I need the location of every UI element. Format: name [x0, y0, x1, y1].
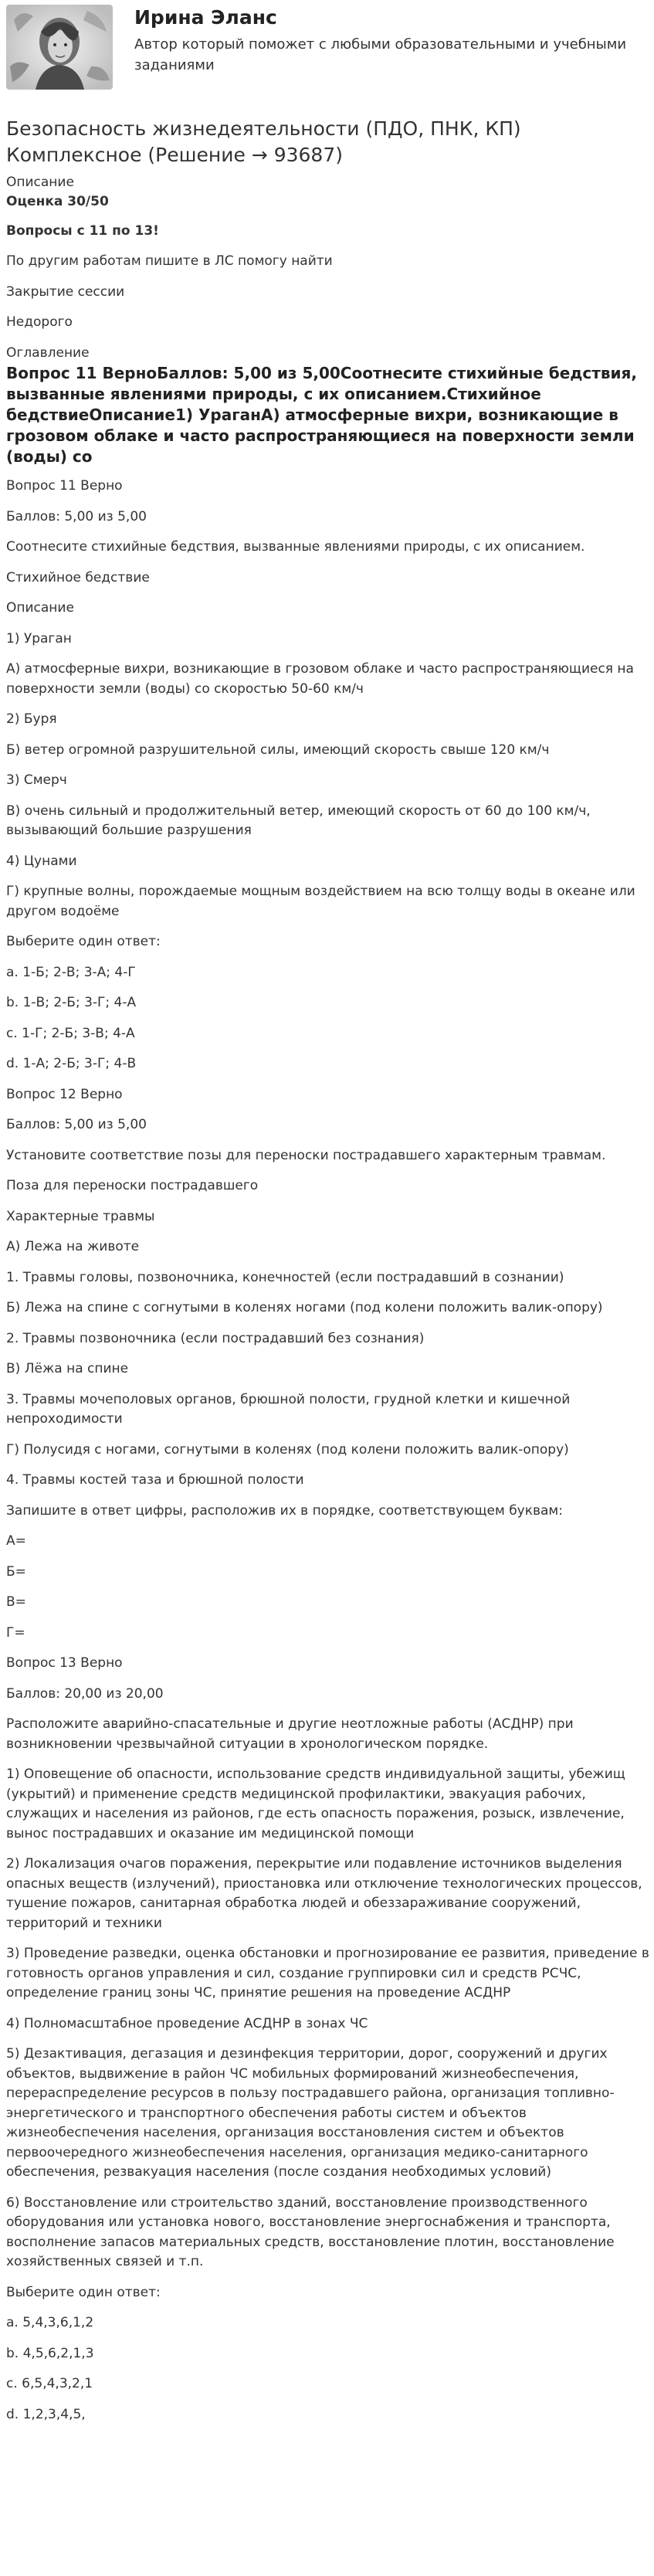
answer-slots: [6, 1532, 649, 1643]
list-item: 2) Буря: [6, 711, 57, 727]
list-item: А) Лежа на животе: [6, 1239, 140, 1254]
question-items: [6, 1237, 649, 1491]
answer-option: b. 1-В; 2-Б; 3-Г; 4-А: [6, 995, 137, 1010]
answer-slot: В=: [6, 1594, 26, 1610]
description-label: Описание: [6, 174, 74, 190]
intro-line: По другим работам пишите в ЛС помогу найти: [6, 253, 333, 269]
author-info: [113, 5, 649, 76]
column-label: Описание: [6, 600, 74, 616]
list-item: 4. Травмы костей таза и брюшной полости: [6, 1472, 304, 1488]
list-item: В) очень сильный и продолжительный ветер, имеющий скорость от 60 до 100 км/ч, вызывающий большие разрушения: [6, 803, 591, 838]
answer-option: c. 1-Г; 2-Б; 3-В; 4-А: [6, 1025, 135, 1041]
answer-option: d. 1,2,3,4,5,: [6, 2406, 86, 2422]
answer-options: [6, 2313, 649, 2425]
answer-slot: Б=: [6, 1563, 26, 1580]
list-item: Г) Полусидя с ногами, согнутыми в коленях (под колени положить валик-опору): [6, 1441, 569, 1458]
list-item: 4) Полномасштабное проведение АСДНР в зонах ЧС: [6, 2015, 368, 2031]
list-item: Б) Лежа на спине с согнутыми в коленях ногами (под колени положить валик-опору): [6, 1300, 603, 1315]
questions-range: Вопросы с 11 по 13!: [6, 222, 159, 239]
list-item: 1) Ураган: [6, 630, 72, 647]
list-item: 5) Дезактивация, дегазация и дезинфекция территории, дорог, сооружений и других объектов, выдвижение в район ЧС мобильных формирований жизнеобеспечения, перераспределение ресурсов в пользу пострадавшего района, организация топливно-энергетического и транспортного обеспечения работы систем и объектов жизнеобеспечения населения, организация восстановления систем и объектов первоочередного жизнеобеспечения населения, организация медико-санитарного обеспечения, резвакуация населения (после создания необходимых условий): [6, 2046, 615, 2180]
list-item: 4) Цунами: [6, 853, 77, 869]
question-13: [6, 1654, 649, 2425]
answer-slot: А=: [6, 1533, 26, 1549]
list-item: 2) Локализация очагов поражения, перекрытие или подавление источников выделения опасных веществ (излучений), приостановка или отключение технологических процессов, тушение пожаров, санитарная обработка людей и обеззараживание сооружений, территорий и техники: [6, 1856, 642, 1931]
answer-instruction: Запишите в ответ цифры, расположив их в порядке, соответствующем буквам:: [6, 1502, 563, 1519]
list-item: 3) Смерч: [6, 772, 67, 788]
question-score: Баллов: 20,00 из 20,00: [6, 1685, 164, 1702]
list-item: 1) Оповещение об опасности, использование средств индивидуальной защиты, убежищ (укрытий) и применение средств медицинской профилактики, эвакуация рабочих, служащих и населения из районов, где есть опасность поражения, розыск, извлечение, вынос пострадавших и оказание им медицинской помощи: [6, 1767, 625, 1841]
intro-line: Недорого: [6, 314, 73, 330]
list-item: 2. Травмы позвоночника (если пострадавший без сознания): [6, 1330, 425, 1346]
choose-label: Выберите один ответ:: [6, 2284, 161, 2300]
question-11: [6, 477, 649, 1074]
column-label: Стихийное бедствие: [6, 569, 150, 585]
list-item: 3) Проведение разведки, оценка обстановки и прогнозирование ее развития, приведение в готовность органов управления и сил, создание группировки сил и средств РСЧС, определение границ зоны ЧС, принятие решения на проведение АСДНР: [6, 1946, 649, 2001]
question-items: [6, 630, 649, 922]
answer-option: a. 1-Б; 2-В; 3-А; 4-Г: [6, 964, 136, 980]
list-item: В) Лёжа на спине: [6, 1361, 129, 1376]
author-name[interactable]: Ирина Эланс: [134, 6, 277, 29]
grade: Оценка 30/50: [6, 194, 109, 209]
author-description: Автор который поможет с любыми образовательными и учебными заданиями: [134, 36, 627, 73]
question-head: Вопрос 12 Верно: [6, 1086, 123, 1102]
question-text: Расположите аварийно-спасательные и другие неотложные работы (АСДНР) при возникновении чрезвычайной ситуации в хронологическом порядке.: [6, 1716, 574, 1752]
question-text: Установите соответствие позы для переноски пострадавшего характерным травмам.: [6, 1147, 606, 1163]
answer-slot: Г=: [6, 1624, 25, 1641]
list-item: Г) крупные волны, порождаемые мощным воздействием на всю толщу воды в океане или другом водоёме: [6, 884, 635, 919]
column-label: Характерные травмы: [6, 1208, 155, 1224]
author-avatar[interactable]: [6, 5, 113, 90]
answer-option: d. 1-А; 2-Б; 3-Г; 4-В: [6, 1056, 137, 1071]
avatar-image: [6, 5, 113, 90]
question-head: Вопрос 11 Верно: [6, 478, 123, 494]
list-item: 1. Травмы головы, позвоночника, конечностей (если пострадавший в сознании): [6, 1269, 564, 1285]
list-item: 3. Травмы мочеполовых органов, брюшной полости, грудной клетки и кишечной непроходимости: [6, 1391, 571, 1427]
list-item: А) атмосферные вихри, возникающие в грозовом облаке и часто распространяющиеся на поверхности земли (воды) со скоростью 50-60 км/ч: [6, 661, 634, 697]
list-item: 6) Восстановление или строительство зданий, восстановление производственного оборудования или установка нового, восстановление энергоснабжения и транспорта, восполнение запасов материальных средств, восстановление плотин, восстановление хозяйственных связей и т.п.: [6, 2194, 615, 2269]
toc-label: Оглавление: [6, 344, 90, 361]
choose-label: Выберите один ответ:: [6, 934, 161, 949]
answer-option: a. 5,4,3,6,1,2: [6, 2315, 94, 2330]
author-card: [6, 0, 649, 94]
question-12: [6, 1085, 649, 1644]
answer-option: c. 6,5,4,3,2,1: [6, 2376, 93, 2391]
list-item: Б) ветер огромной разрушительной силы, имеющий скорость свыше 120 км/ч: [6, 742, 550, 758]
question-score: Баллов: 5,00 из 5,00: [6, 508, 147, 524]
column-label: Поза для переноски пострадавшего: [6, 1178, 259, 1193]
question-head: Вопрос 13 Верно: [6, 1655, 123, 1671]
toc-heading: Вопрос 11 ВерноБаллов: 5,00 из 5,00Соотнесите стихийные бедствия, вызванные явлениями природы, с их описанием.Стихийное бедствиеОписание1) УраганА) атмосферные вихри, возникающие в грозовом облаке и часто распространяющиеся на поверхности земли (воды) со: [6, 364, 637, 466]
question-items: [6, 1765, 649, 2272]
answer-options: [6, 963, 649, 1074]
intro-line: Закрытие сессии: [6, 283, 125, 300]
question-score: Баллов: 5,00 из 5,00: [6, 1117, 147, 1132]
answer-option: b. 4,5,6,2,1,3: [6, 2345, 94, 2361]
page-title: Безопасность жизнедеятельности (ПДО, ПНК, КП) Комплексное (Решение → 93687): [6, 117, 521, 166]
question-text: Соотнесите стихийные бедствия, вызванные явлениями природы, с их описанием.: [6, 539, 585, 555]
